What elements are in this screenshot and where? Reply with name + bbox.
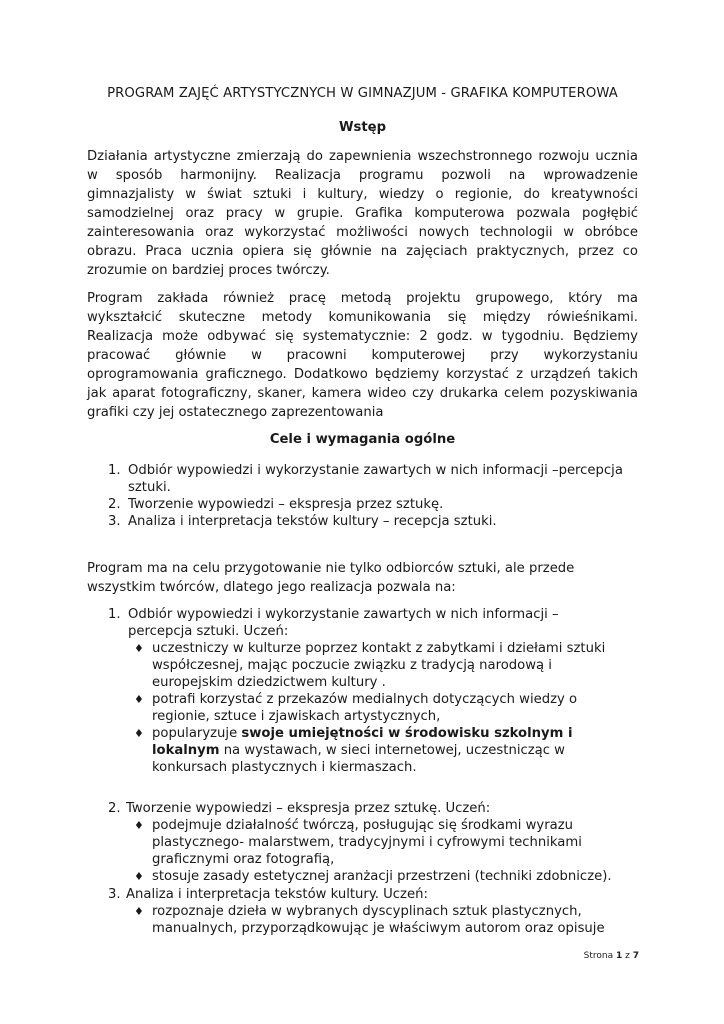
goals-heading: Cele i wymagania ogólne (269, 432, 456, 447)
bullet-list (128, 903, 638, 937)
text-line: jak aparat fotograficzny, skaner, kamera wideo czy drukarka celem pozyskiwania (87, 386, 638, 401)
text-line: Działania artystyczne zmierzają do zapewnienia wszechstronnego rozwoju ucznia (87, 149, 638, 164)
intro-paragraph-2 (87, 289, 638, 422)
list-item: 1. Odbiór wypowiedzi i wykorzystanie zawartych w nich informacji –percepcja sztuki. (108, 463, 623, 495)
requirement-2 (87, 800, 638, 885)
list-item: 3. Analiza i interpretacja tekstów kultury. Uczeń: ♦ rozpoznaje dzieła w wybranych dyscyplinach sztuk plastycznych, manualnych, przyporządkowując je właściwym autorom oraz opisuje (87, 886, 638, 937)
requirement-3 (87, 886, 638, 937)
bullet-item: ♦ rozpoznaje dzieła w wybranych dyscyplinach sztuk plastycznych, manualnych, przyporządkowując je właściwym autorom oraz opisuje (134, 904, 605, 936)
list-item: 3. Analiza i interpretacja tekstów kultury – recepcja sztuki. (108, 514, 497, 529)
text-line: wykształcić skuteczne metody komunikowania się między rówieśnikami. (87, 310, 638, 325)
text-line: zainteresowania oraz wykorzystać możliwości nowych technologii w obróbce (87, 225, 638, 240)
diamond-bullet-icon: ♦ (134, 905, 144, 918)
text-line: obrazu. Praca ucznia opiera się głównie na zajęciach praktycznych, przez co (87, 244, 638, 259)
text-line: Program ma na celu przygotowanie nie tylko odbiorców sztuki, ale przede (87, 561, 575, 576)
bullet-list (128, 817, 638, 885)
list-item: 1. Odbiór wypowiedzi i wykorzystanie zawartych w nich informacji – percepcja sztuki. Uczeń: ♦ uczestniczy w kulturze poprzez kontakt z zabytkami i dziełami sztuki współczesnej, mając poczucie związku z tradycją narodową i europejskim dziedzictwem kultury . ♦ potrafi korzystać z przekazów medialnych dotyczących wiedzy o regionie, sztuce i zjawiskach artystycznych, ♦ popularyzuje swoje umiejętności w środowisku szkolnym i lokalnym na wystawach, w sieci internetowej, uczestnicząc w konkursach plastycznych i kiermaszach. (87, 606, 638, 776)
intro-paragraph-1 (87, 147, 638, 280)
text-line: samodzielnej oraz pracy w grupie. Grafika komputerowa pozwala pogłębić (87, 206, 638, 221)
text-line: grafiki czy jej ostatecznego zaprezentowania (87, 405, 384, 420)
goals-list (87, 462, 638, 530)
text-line: Realizacja może odbywać się systematycznie: 2 godz. w tygodniu. Będziemy (87, 329, 638, 344)
intro-heading: Wstęp (338, 120, 387, 135)
program-paragraph (87, 559, 638, 597)
diamond-bullet-icon: ♦ (134, 870, 144, 883)
diamond-bullet-icon: ♦ (134, 693, 144, 706)
requirement-1 (87, 606, 638, 776)
diamond-bullet-icon: ♦ (134, 819, 144, 832)
bullet-item: ♦ potrafi korzystać z przekazów medialnych dotyczących wiedzy o regionie, sztuce i zjawiskach artystycznych, (134, 692, 578, 724)
text-line: pracować głównie w pracowni komputerowej przy wykorzystaniu (87, 348, 638, 363)
bullet-item: ♦ popularyzuje swoje umiejętności w środowisku szkolnym i lokalnym na wystawach, w sieci internetowej, uczestnicząc w konkursach plastycznych i kiermaszach. (134, 726, 573, 775)
text-line: oprogramowania graficznego. Dodatkowo będziemy korzystać z urządzeń takich (87, 367, 638, 382)
text-line: Program zakłada również pracę metodą projektu grupowego, który ma (87, 291, 638, 306)
bullet-item: ♦ podejmuje działalność twórczą, posługując się środkami wyrazu plastycznego- malarstwem, tradycyjnymi i cyfrowymi technikami graficznymi oraz fotografią, (134, 818, 582, 867)
document-title: PROGRAM ZAJĘĆ ARTYSTYCZNYCH W GIMNAZJUM - GRAFIKA KOMPUTEROWA (107, 86, 618, 101)
text-line: w sposób harmonijny. Realizacja programu pozwoli na wprowadzenie (87, 168, 638, 183)
diamond-bullet-icon: ♦ (134, 727, 144, 740)
diamond-bullet-icon: ♦ (134, 642, 144, 655)
page-number-footer: Strona 1 z 7 (583, 951, 639, 961)
text-line: gimnazjalisty w świat sztuki i kultury, wiedzy o regionie, do kreatywności (87, 187, 638, 202)
text-line: wszystkim twórców, dlatego jego realizacja pozwala na: (87, 580, 456, 595)
bullet-item: ♦ stosuje zasady estetycznej aranżacji przestrzeni (techniki zdobnicze). (134, 869, 612, 884)
bullet-list (128, 640, 638, 776)
text-line: zrozumie on bardziej proces twórczy. (87, 263, 330, 278)
bullet-item: ♦ uczestniczy w kulturze poprzez kontakt z zabytkami i dziełami sztuki współczesnej, mając poczucie związku z tradycją narodową i europejskim dziedzictwem kultury . (134, 641, 606, 690)
list-item: 2. Tworzenie wypowiedzi – ekspresja przez sztukę. (108, 497, 444, 512)
list-item: 2. Tworzenie wypowiedzi – ekspresja przez sztukę. Uczeń: ♦ podejmuje działalność twórczą, posługując się środkami wyrazu plastycznego- malarstwem, tradycyjnymi i cyfrowymi technikami graficznymi oraz fotografią, ♦ stosuje zasady estetycznej aranżacji przestrzeni (techniki zdobnicze). (87, 800, 638, 885)
